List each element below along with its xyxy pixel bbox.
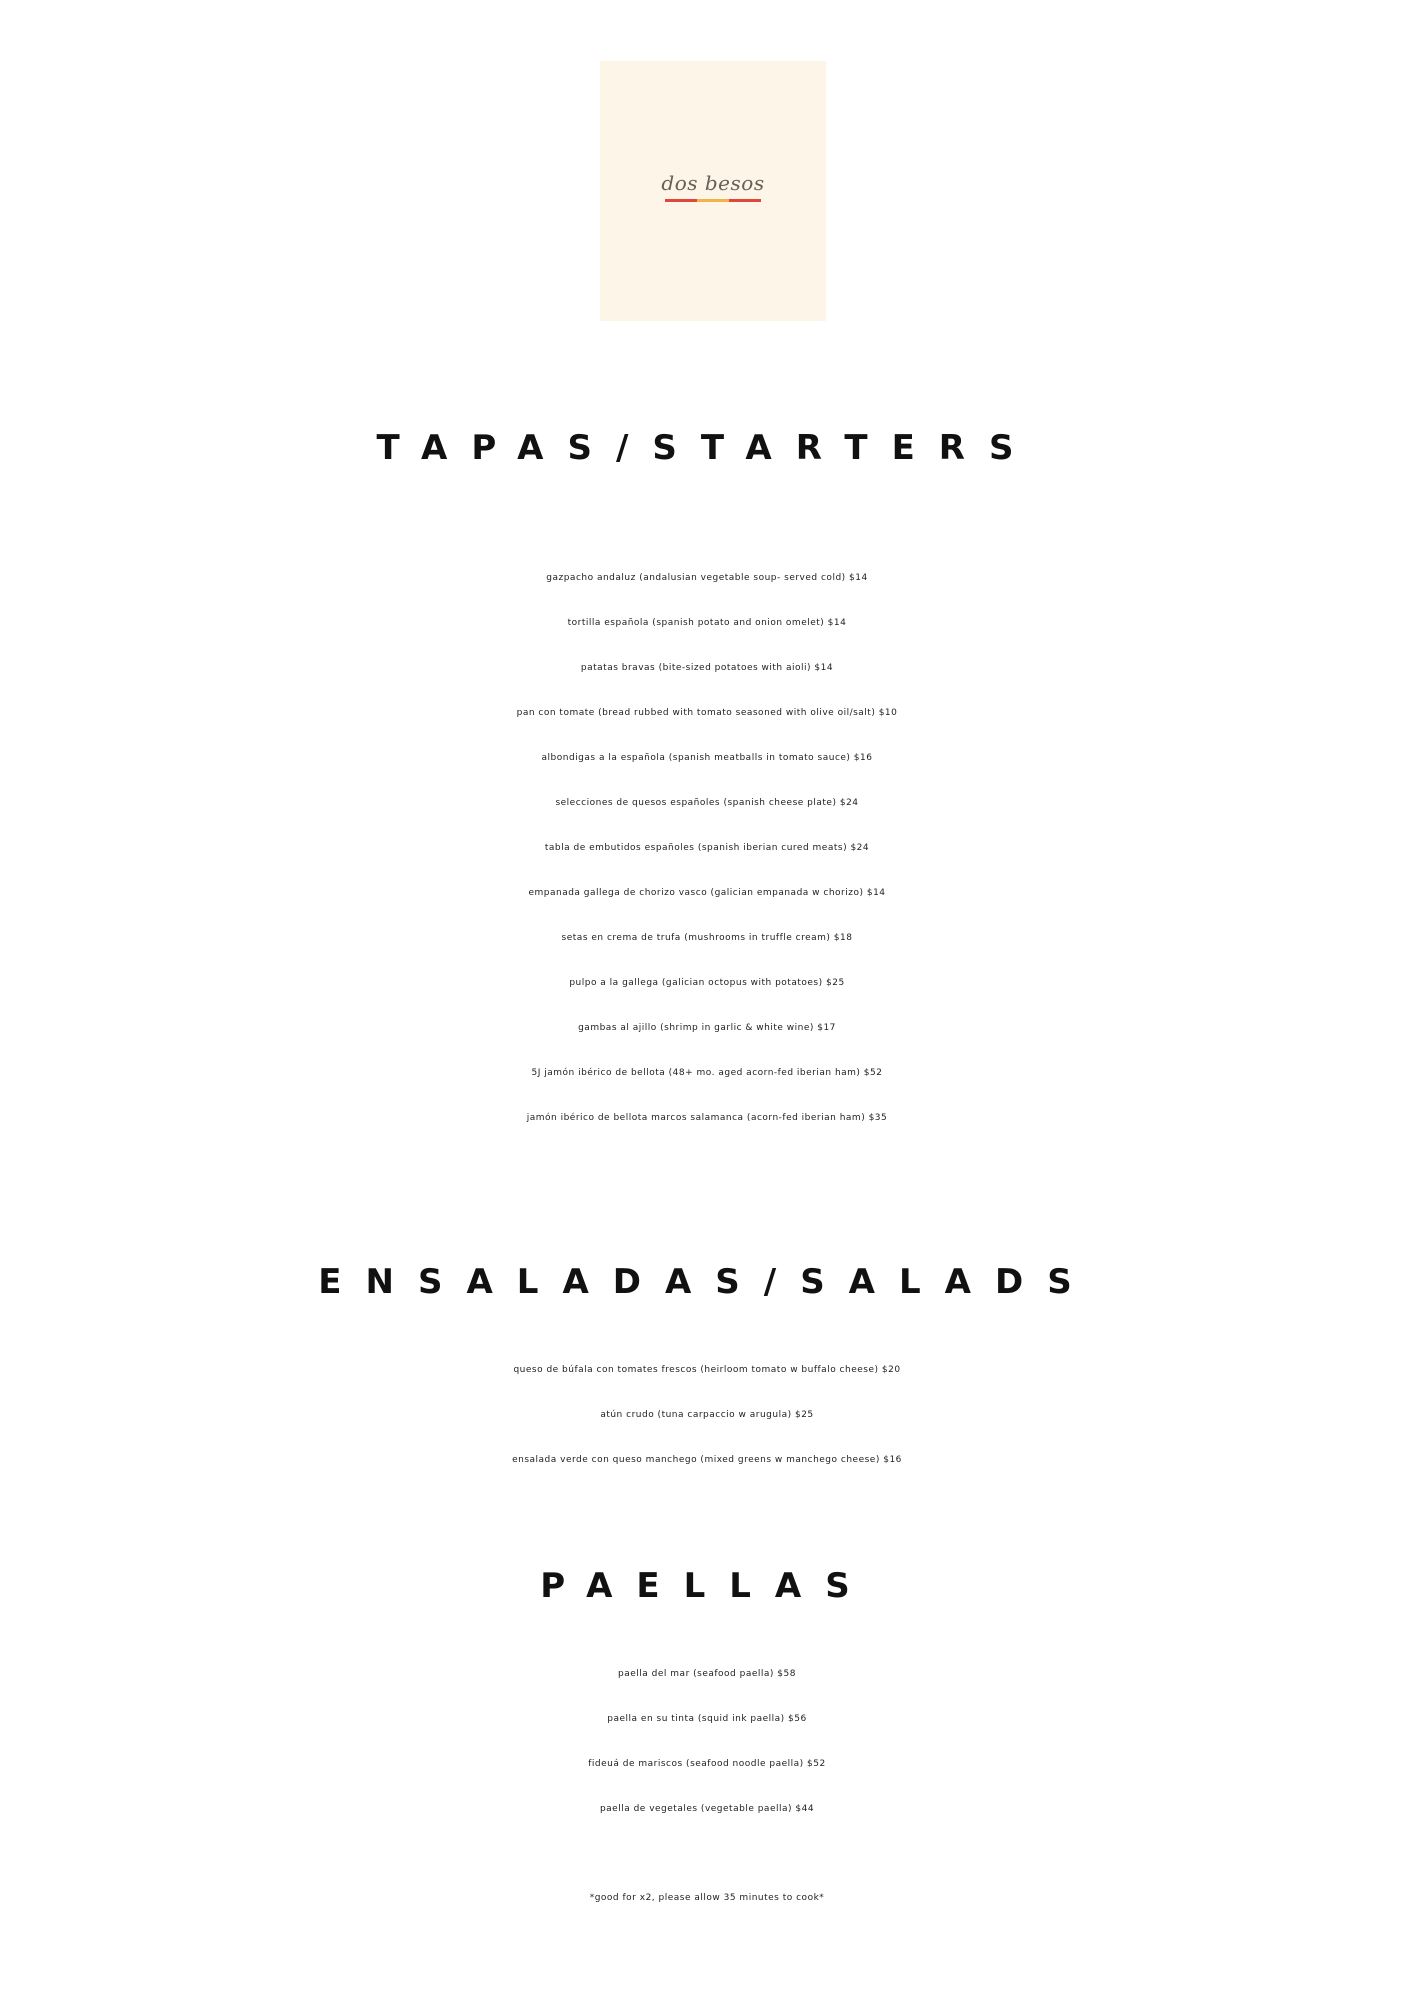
menu-item: empanada gallega de chorizo vasco (galician empanada w chorizo) $14 (528, 888, 886, 898)
menu-item: paella del mar (seafood paella) $58 (618, 1669, 796, 1679)
menu-item: tortilla española (spanish potato and onion omelet) $14 (567, 618, 847, 628)
menu-item: paella en su tinta (squid ink paella) $56 (607, 1714, 807, 1724)
menu-item: setas en crema de trufa (mushrooms in truffle cream) $18 (561, 933, 853, 943)
tapas-list (0, 556, 1414, 1141)
menu-item: queso de búfala con tomates frescos (heirloom tomato w buffalo cheese) $20 (513, 1365, 901, 1375)
menu-item: ensalada verde con queso manchego (mixed greens w manchego cheese) $16 (512, 1455, 902, 1465)
logo-stripe (665, 199, 761, 202)
logo-stripe-yellow (697, 199, 729, 202)
restaurant-logo (600, 61, 826, 321)
menu-item: tabla de embutidos españoles (spanish iberian cured meats) $24 (544, 843, 870, 853)
section-title-tapas: TAPAS/STARTERS (376, 428, 1038, 468)
menu-item: selecciones de quesos españoles (spanish cheese plate) $24 (555, 798, 859, 808)
menu-item: gambas al ajillo (shrimp in garlic & white wine) $17 (578, 1023, 836, 1033)
section-title-salads: ENSALADAS/SALADS (318, 1262, 1096, 1302)
menu-item: jamón ibérico de bellota marcos salamanca (acorn-fed iberian ham) $35 (526, 1113, 888, 1123)
logo-text: dos besos (661, 171, 765, 195)
menu-item: 5J jamón ibérico de bellota (48+ mo. aged acorn-fed iberian ham) $52 (531, 1068, 883, 1078)
paellas-list (0, 1652, 1414, 1832)
menu-item: albondigas a la española (spanish meatballs in tomato sauce) $16 (541, 753, 873, 763)
salads-list (0, 1348, 1414, 1483)
menu-item: patatas bravas (bite-sized potatoes with aioli) $14 (580, 663, 834, 673)
menu-item: fideuá de mariscos (seafood noodle paella) $52 (588, 1759, 826, 1769)
menu-item: gazpacho andaluz (andalusian vegetable soup- served cold) $14 (546, 573, 868, 583)
menu-item: pulpo a la gallega (galician octopus with potatoes) $25 (569, 978, 845, 988)
logo-stripe-red-left (665, 199, 697, 202)
section-title-paellas: PAELLAS (540, 1566, 874, 1606)
menu-item: pan con tomate (bread rubbed with tomato seasoned with olive oil/salt) $10 (516, 708, 898, 718)
paella-note: *good for x2, please allow 35 minutes to cook* (589, 1893, 825, 1903)
menu-item: atún crudo (tuna carpaccio w arugula) $25 (600, 1410, 814, 1420)
menu-item: paella de vegetales (vegetable paella) $44 (599, 1804, 815, 1814)
logo-stripe-red-right (729, 199, 761, 202)
